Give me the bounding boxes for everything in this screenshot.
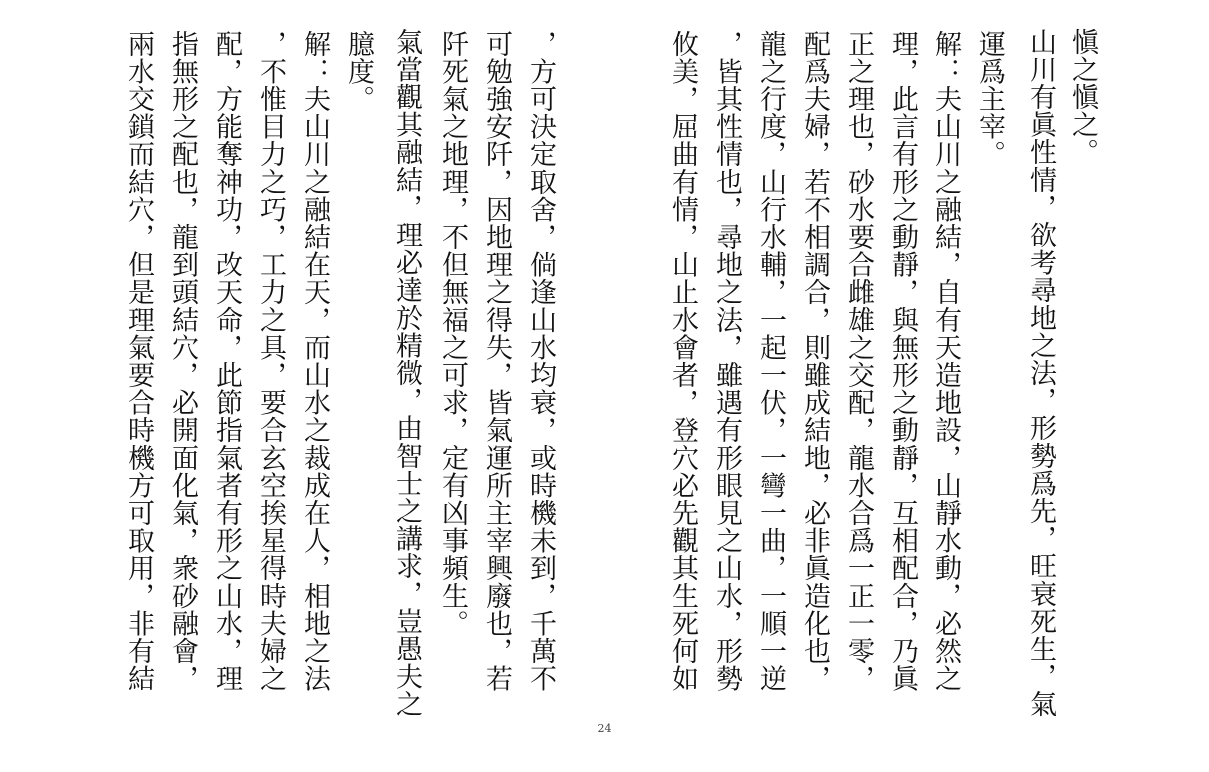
text-column-5: 理，此言有形之動靜，與無形之動靜，互相配合，乃眞 [887, 30, 918, 693]
text-column-3: 運爲主宰。 [974, 30, 1005, 168]
text-column-8: 龍之行度，山行水輔，一起一伏，一彎一曲，一順一逆 [755, 30, 786, 693]
text-column-10: 攸美，屈曲有情，山止水會者，登穴必先觀其生死何如 [667, 30, 698, 693]
text-column-19: 指無形之配也，龍到頭結穴，必開面化氣，衆砂融會， [167, 30, 198, 693]
text-column-17: ，不惟目力之巧，工力之具，要合玄空挨星得時夫婦之 [255, 30, 286, 693]
text-column-14: ，方可決定取舍，倘逢山水均衰，或時機未到，千萬不 [525, 30, 556, 693]
page-number: 24 [597, 722, 612, 735]
text-column-13: 可勉強安阡，因地理之得失，皆氣運所主宰興廢也，若 [481, 30, 512, 693]
text-column-7: 配爲夫婦，若不相調合，則雖成結地，必非眞造化也， [799, 30, 830, 693]
text-column-12: 阡死氣之地理，不但無福之可求，定有凶事頻生。 [437, 30, 468, 638]
text-column-4: 解：夫山川之融結，自有天造地設，山靜水動，必然之 [930, 30, 961, 693]
text-column-11: 氣當觀其融結，理必達於精微，由智士之講求，豈愚夫之 [391, 28, 422, 718]
text-column-16: 解：夫山川之融結在天，而山水之裁成在人，相地之法 [299, 30, 330, 693]
text-column-2: 山川有眞性情，欲考尋地之法，形勢爲先，旺衰死生，氣 [1025, 28, 1056, 718]
text-column-6: 正之理也，砂水要合雌雄之交配，龍水合爲一正一零， [843, 30, 874, 693]
text-column-15: 臆度。 [343, 30, 374, 113]
text-column-9: ，皆其性情也，尋地之法，雖遇有形眼見之山水，形勢 [711, 30, 742, 693]
text-column-20: 兩水交鎖而結穴，但是理氣要合時機方可取用，非有結 [123, 30, 154, 693]
text-column-1: 愼之愼之。 [1067, 28, 1098, 166]
text-column-18: 配，方能奪神功，改天命，此節指氣者有形之山水，理 [211, 30, 242, 693]
